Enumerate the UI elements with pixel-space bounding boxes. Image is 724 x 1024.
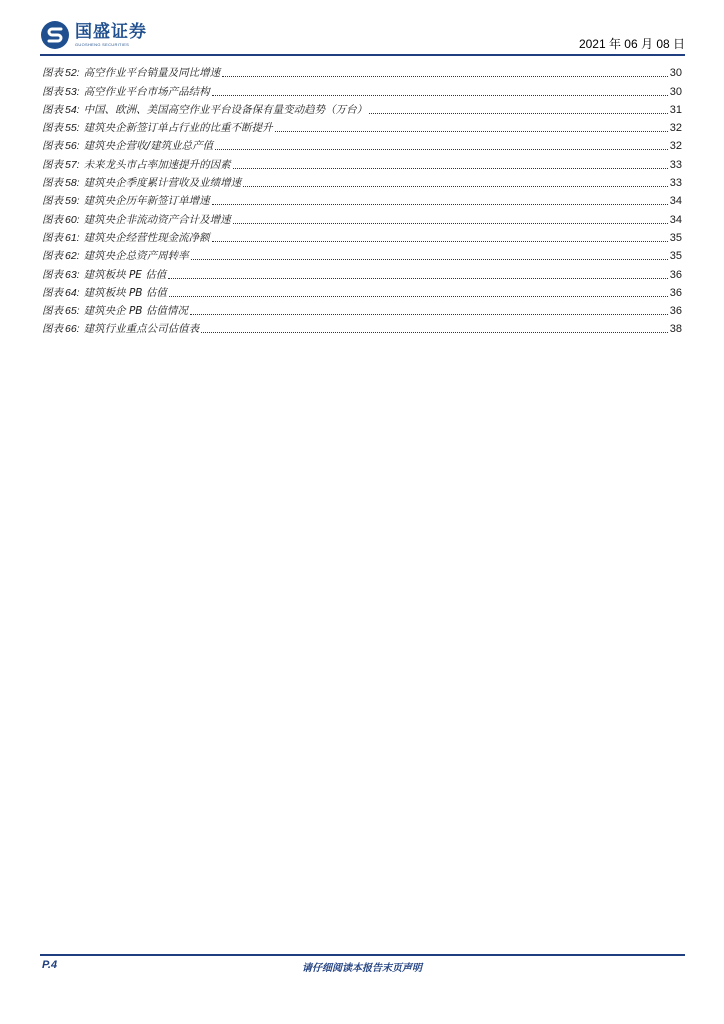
toc-entry-leader xyxy=(243,186,668,187)
toc-entry-number: 65: xyxy=(65,305,80,318)
toc-entry-label: 图表 xyxy=(42,286,63,299)
toc-entry[interactable] xyxy=(42,318,682,336)
toc-entry-leader xyxy=(201,332,668,333)
company-logo xyxy=(40,20,147,50)
toc-entry-title: 建筑板块 PE 估值 xyxy=(83,268,167,281)
toc-entry-number: 64: xyxy=(65,286,80,299)
toc-entry-page: 34 xyxy=(669,195,682,208)
toc-entry-page: 33 xyxy=(669,177,682,190)
toc-entry-page: 36 xyxy=(669,305,682,318)
toc-entry-leader xyxy=(212,95,668,96)
toc-entry[interactable] xyxy=(42,263,682,281)
toc-entry[interactable] xyxy=(42,282,682,300)
toc-entry-title: 建筑央企营收/建筑业总产值 xyxy=(83,140,214,153)
toc-entry-leader xyxy=(215,149,668,150)
table-of-figures xyxy=(42,62,682,336)
toc-entry-title: 建筑央企季度累计营收及业绩增速 xyxy=(83,177,242,190)
toc-entry-page: 31 xyxy=(669,103,682,116)
toc-entry[interactable] xyxy=(42,208,682,226)
toc-entry-title: 未来龙头市占率加速提升的因素 xyxy=(83,158,231,171)
toc-entry-leader xyxy=(233,168,668,169)
toc-entry-title: 中国、欧洲、美国高空作业平台设备保有量变动趋势（万台） xyxy=(83,103,368,116)
toc-entry-number: 53: xyxy=(65,85,80,98)
disclaimer-note: 请仔细阅读本报告末页声明 xyxy=(302,963,422,974)
toc-entry[interactable] xyxy=(42,62,682,80)
toc-entry-title: 高空作业平台市场产品结构 xyxy=(83,85,210,98)
toc-entry-page: 34 xyxy=(669,213,682,226)
logo-text xyxy=(75,22,147,48)
toc-entry-page: 36 xyxy=(669,268,682,281)
header-rule xyxy=(40,54,685,56)
toc-entry[interactable] xyxy=(42,99,682,117)
page-number: P.4 xyxy=(42,959,58,971)
toc-entry-number: 60: xyxy=(65,213,80,226)
guosheng-logo-icon xyxy=(40,20,70,50)
toc-entry-leader xyxy=(169,296,668,297)
toc-entry-title: 建筑央企经营性现金流净额 xyxy=(83,231,210,244)
toc-entry-number: 66: xyxy=(65,323,80,336)
toc-entry[interactable] xyxy=(42,153,682,171)
toc-entry-page: 30 xyxy=(669,85,682,98)
toc-entry-leader xyxy=(212,241,668,242)
toc-entry-number: 57: xyxy=(65,158,80,171)
toc-entry-label: 图表 xyxy=(42,67,63,80)
toc-entry-leader xyxy=(222,76,668,77)
toc-entry-number: 62: xyxy=(65,250,80,263)
toc-entry-title: 建筑央企新签订单占行业的比重不断提升 xyxy=(83,122,273,135)
toc-entry[interactable] xyxy=(42,300,682,318)
toc-entry[interactable] xyxy=(42,172,682,190)
toc-entry-page: 38 xyxy=(669,323,682,336)
toc-entry-leader xyxy=(275,131,668,132)
page-header xyxy=(40,20,685,54)
toc-entry[interactable] xyxy=(42,117,682,135)
toc-entry-title: 建筑央企 PB 估值情况 xyxy=(83,305,188,318)
toc-entry-label: 图表 xyxy=(42,231,63,244)
toc-entry-page: 36 xyxy=(669,286,682,299)
toc-entry-label: 图表 xyxy=(42,177,63,190)
footer-rule xyxy=(40,954,685,956)
toc-entry-label: 图表 xyxy=(42,323,63,336)
toc-entry-number: 63: xyxy=(65,268,80,281)
toc-entry-label: 图表 xyxy=(42,103,63,116)
toc-entry-leader xyxy=(168,278,667,279)
toc-entry-leader xyxy=(233,223,668,224)
toc-entry[interactable] xyxy=(42,135,682,153)
toc-entry-number: 61: xyxy=(65,231,80,244)
toc-entry-title: 高空作业平台销量及同比增速 xyxy=(83,67,221,80)
toc-entry-page: 35 xyxy=(669,231,682,244)
toc-entry-title: 建筑板块 PB 估值 xyxy=(83,286,167,299)
toc-entry[interactable] xyxy=(42,227,682,245)
toc-entry-page: 30 xyxy=(669,67,682,80)
toc-entry-number: 55: xyxy=(65,122,80,135)
toc-entry-title: 建筑央企历年新签订单增速 xyxy=(83,195,210,208)
toc-entry-page: 33 xyxy=(669,158,682,171)
toc-entry-label: 图表 xyxy=(42,195,63,208)
toc-entry[interactable] xyxy=(42,190,682,208)
toc-entry-label: 图表 xyxy=(42,140,63,153)
toc-entry-label: 图表 xyxy=(42,250,63,263)
logo-english-name: GUOSHENG SECURITIES xyxy=(75,42,130,47)
toc-entry-leader xyxy=(190,314,668,315)
toc-entry-page: 32 xyxy=(669,122,682,135)
toc-entry-page: 32 xyxy=(669,140,682,153)
toc-entry-title: 建筑央企非流动资产合计及增速 xyxy=(83,213,231,226)
toc-entry-title: 建筑央企总资产周转率 xyxy=(83,250,189,263)
toc-entry-label: 图表 xyxy=(42,213,63,226)
toc-entry-leader xyxy=(212,204,668,205)
logo-chinese-name: 国盛证券 xyxy=(75,22,147,42)
toc-entry-label: 图表 xyxy=(42,85,63,98)
toc-entry-label: 图表 xyxy=(42,122,63,135)
toc-entry-number: 52: xyxy=(65,67,80,80)
toc-entry-title: 建筑行业重点公司估值表 xyxy=(83,323,200,336)
toc-entry-leader xyxy=(369,113,668,114)
toc-entry-label: 图表 xyxy=(42,268,63,281)
toc-entry[interactable] xyxy=(42,245,682,263)
toc-entry-label: 图表 xyxy=(42,158,63,171)
report-date: 2021 年 06 月 08 日 xyxy=(578,37,685,51)
toc-entry-number: 59: xyxy=(65,195,80,208)
toc-entry-number: 54: xyxy=(65,103,80,116)
toc-entry-number: 58: xyxy=(65,177,80,190)
toc-entry-leader xyxy=(191,259,668,260)
toc-entry-number: 56: xyxy=(65,140,80,153)
toc-entry[interactable] xyxy=(42,80,682,98)
toc-entry-page: 35 xyxy=(669,250,682,263)
toc-entry-label: 图表 xyxy=(42,305,63,318)
